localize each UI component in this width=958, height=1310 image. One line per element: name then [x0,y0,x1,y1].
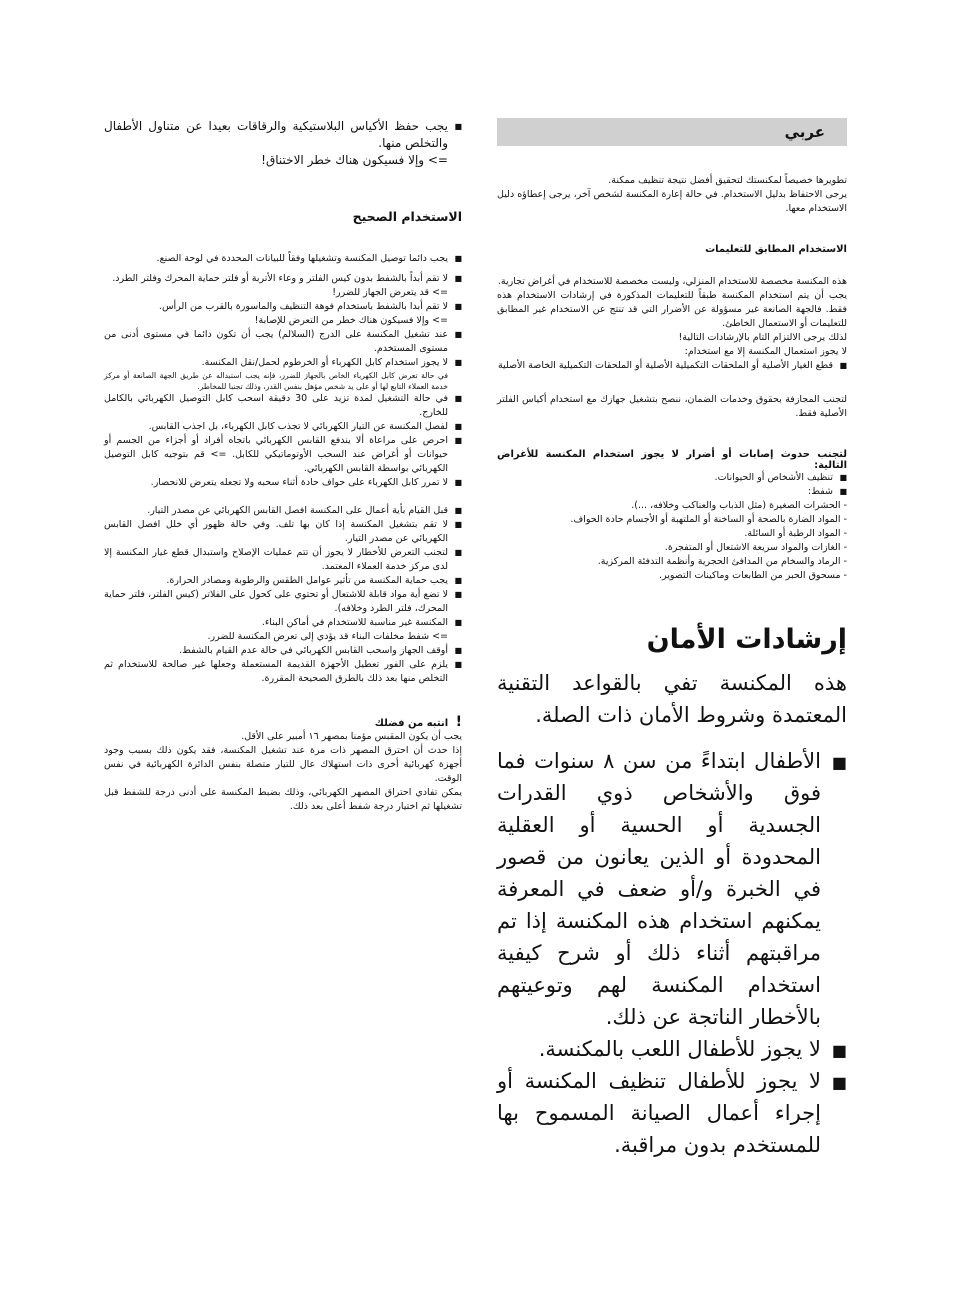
rule-2-note: => قد يتعرض الجهاز للضرر! [332,287,448,298]
attention-text-3: يمكن تفادي احتراق المصهر الكهربائي، وذلك بضبط المكنسة على أدنى درجة للشفط قبل تشغيلها ثم اختيار درجة شفط أعلى بعد ذلك. [104,787,462,812]
rule-2: ■ لا تقم أبداً بالشفط بدون كيس الفلتر و وعاء الأتربة أو فلتر حماية المحرك وفلتر الطرد. => قد يتعرض الجهاز للضرر! [104,272,462,300]
avoid-heading: لتجنب حدوث إصابات أو أضرار لا يجوز استخدام المكنسة للأغراض التالية: [497,449,847,471]
plastic-bags-note: => وإلا فسيكون هناك خطر الاختناق! [261,153,448,167]
bullet-icon: ■ [454,302,462,311]
rule-15-note: => شفط مخلفات البناء قد يؤدي إلى تعرض المكنسة للضرر. [207,631,448,642]
rule-1: ■ يجب دائما توصيل المكنسة وتشغيلها وفقاً للبيانات المحددة في لوحة الصنع. [156,253,462,264]
bullet-icon: ■ [454,590,462,599]
rule-11: ■ لا تقم بتشغيل المكنسة إذا كان بها تلف. وفي حالة ظهور أي خلل افصل القابس الكهربائي عن مصدر التيار. [104,519,462,544]
avoid-dash-6: - مسحوق الحبر من الطابعات وماكينات التصوير. [658,570,847,581]
avoid-dash-3: - المواد الرطبة أو السائلة. [744,528,847,539]
bullet-icon: ■ [831,753,847,772]
avoid-dash-5: - الرماد والسخام من المدافئ الحجرية وأنظمة التدفئة المركزية. [597,556,847,567]
rule-14: ■ لا تضع أية مواد قابلة للاشتعال أو تحتوي على كحول على الفلاتر (كيس الفلتر، فلتر حماية المحرك، فلتر الطرد وخلافه). [104,589,462,614]
warranty-text: لتجنب المجازفة بحقوق وخدمات الضمان، ننصح بتشغيل جهازك مع استخدام أكياس الفلتر الأصلية فقط. [497,394,847,419]
bullet-icon: ■ [831,1073,847,1092]
bullet-icon: ■ [454,478,462,487]
usage-text-1: هذه المكنسة مخصصة للاستخدام المنزلي، وليست مخصصة للاستخدام في أغراض تجارية. [497,276,847,287]
avoid-dash-1: - الحشرات الصغيرة (مثل الذباب والعناكب وخلافه، ...). [631,500,847,511]
rule-17: ■ يلزم على الفور تعطيل الأجهزة القديمة المستعملة وجعلها غير صالحة للاستخدام ثم التخلص منها بعد ذلك بالطرق الصحيحة المقررة. [104,659,462,684]
bullet-icon: ■ [454,576,462,585]
attention-text-2: إذا حدث أن احترق المصهر ذات مرة عند تشغيل المكنسة، فقد يكون ذلك بسبب وجود أجهزة كهربائية أخرى ذات استهلاك عال للتيار متصلة بنفس الدائرة الكهربائية في نفس الوقت. [104,745,462,784]
attention-heading: ! انتبه من فضلك [374,714,462,730]
safety-intro: هذه المكنسة تفي بالقواعد التقنية المعتمدة وشروط الأمان ذات الصلة. [497,671,847,727]
correct-use-heading: الاستخدام الصحيح [352,209,462,224]
bullet-icon: ■ [454,122,462,131]
bullet-icon: ■ [454,330,462,339]
rule-8: ■ احرص على مراعاة ألا يندفع القابس الكهربائي باتجاه أفراد أو أجزاء من الجسم أو حيوانات أو أغراض عند السحب الأوتوماتيكي للكابل. => قم بتوجيه كابل التوصيل الكهربائي بواسطة القابس الكهربائي. [104,435,462,474]
rule-10: ■ قبل القيام بأية أعمال على المكنسة افصل القابس الكهربائي عن مصدر التيار. [147,505,462,516]
rule-13: ■ يجب حماية المكنسة من تأثير عوامل الطقس والرطوبة ومصادر الحرارة. [166,575,462,586]
bullet-icon: ■ [454,274,462,283]
avoid-bullet-1: ■ تنظيف الأشخاص أو الحيوانات. [714,472,847,483]
bullet-icon: ■ [454,358,462,367]
bullet-icon: ■ [454,646,462,655]
bullet-icon: ■ [454,394,462,403]
safety-bullet-3: ■ لا يجوز للأطفال تنظيف المكنسة أو إجراء أعمال الصيانة المسموح بها للمستخدم بدون مراقبة. [497,1069,847,1157]
attention-text-1: يجب أن يكون المقبس مؤمنا بمصهر ١٦ أمبير على الأقل. [241,731,462,742]
rule-3: ■ لا تقم أبدا بالشفط باستخدام فوهة التنظيف والماسورة بالقرب من الرأس. => وإلا فسيكون هناك خطر من التعرض للإصابة! [104,300,462,328]
bullet-icon: ■ [831,1041,847,1060]
rule-7: ■ لفصل المكنسة عن التيار الكهربائي لا تجذب كابل الكهرباء، بل اجذب القابس. [148,421,462,432]
avoid-dash-2: - المواد الضارة بالصحة أو الساخنة أو الملتهبة أو الأجسام حادة الحواف. [570,514,847,525]
bullet-icon: ■ [839,361,847,370]
avoid-dash-4: - الغازات والمواد سريعة الاشتعال أو المتفجرة. [664,542,847,553]
usage-heading: الاستخدام المطابق للتعليمات [705,244,847,255]
avoid-bullet-2: ■ شفط: [808,486,847,497]
plastic-bags-bullet: ■ يجب حفظ الأكياس البلاستيكية والرقاقات بعيدا عن متناول الأطفال والتخلص منها. => وإلا فسيكون هناك خطر الاختناق! [104,119,462,167]
rule-4: ■ عند تشغيل المكنسة على الدرج (السلالم) يجب أن تكون دائما في مستوى أدنى من مستوى المستخدم. [104,329,462,354]
bullet-icon: ■ [454,506,462,515]
bullet-icon: ■ [454,254,462,263]
usage-text-4: لا يجوز استعمال المكنسة إلا مع استخدام: [684,346,847,357]
bullet-icon: ■ [454,422,462,431]
rule-15: ■ المكنسة غير مناسبة للاستخدام في أماكن البناء. => شفط مخلفات البناء قد يؤدي إلى تعرض المكنسة للضرر. [104,616,462,644]
warning-icon: ! [455,714,462,730]
rule-5: ■ لا يجوز استخدام كابل الكهرباء أو الخرطوم لحمل/نقل المكنسة. في حالة تعرض كابل الكهرباء الخاص بالجهاز للضرر، فإنه يجب استبداله عن طريق الجهة الصانعة أو مركز خدمة العملاء التابع لها أو على يد شخص مؤهل بنفس القدر، وذلك تجنبا للمخاطر. [104,357,462,391]
intro-line-1: تطويرها خصيصاً لمكنستك لتحقيق أفضل نتيجة تنظيف ممكنة. [608,175,847,186]
safety-bullet-2: ■ لا يجوز للأطفال اللعب بالمكنسة. [497,1033,847,1065]
bullet-icon: ■ [454,618,462,627]
rule-3-note: => وإلا فسيكون هناك خطر من التعرض للإصابة! [254,315,448,326]
bullet-icon: ■ [454,548,462,557]
rule-6: ■ في حالة التشغيل لمدة تزيد على 30 دقيقة اسحب كابل التوصيل الكهربائي بالكامل للخارج. [104,393,462,418]
bullet-icon: ■ [454,520,462,529]
rule-12: ■ لتجنب التعرض للأخطار لا يجوز أن تتم عمليات الإصلاح واستبدال قطع غيار المكنسة إلا لدى مركز خدمة العملاء المعتمد. [104,547,462,572]
bullet-icon: ■ [839,473,847,482]
safety-title: إرشادات الأمان [646,624,847,655]
bullet-icon: ■ [839,487,847,496]
bullet-icon: ■ [454,436,462,445]
rule-5-note: في حالة تعرض كابل الكهرباء الخاص بالجهاز للضرر، فإنه يجب استبداله عن طريق الجهة الصانعة أو مركز خدمة العملاء التابع لها أو على يد شخص مؤهل بنفس القدر، وذلك تجنبا للمخاطر. [104,371,448,391]
intro-line-2: يرجى الاحتفاظ بدليل الاستخدام. في حالة إعارة المكنسة لشخص آخر، يرجى إعطاؤه دليل الاستخدام معها. [497,189,847,214]
usage-text-2: يجب أن يتم استخدام المكنسة طبقاً للتعليمات المذكورة في إرشادات الاستخدام هذه فقط. فالجهة الصانعة غير مسؤولة عن الأضرار التي قد تنتج عن الاستخدام غير المطابق للتعليمات أو الاستعمال الخاطئ. [497,290,847,329]
rule-16: ■ أوقف الجهاز واسحب القابس الكهربائي في حالة عدم القيام بالشفط. [179,645,462,656]
safety-bullet-1: ■ الأطفال ابتداءً من سن ٨ سنوات فما فوق والأشخاص ذوي القدرات الجسدية أو الحسية أو العقلية المحدودة أو الذين يعانون من قصور في الخبرة و/أو ضعف في المعرفة يمكنهم استخدام هذه المكنسة إذا تم مراقبتهم أثناء ذلك أو شرح كيفية استخدام المكنسة لهم وتوعيتهم بالأخطار الناتجة عن ذلك. [497,749,847,1029]
left-column [104,118,462,814]
rule-9: ■ لا تمرر كابل الكهرباء على حواف حادة أثناء سحبه ولا تجعله يتعرض للانحصار. [150,477,462,488]
bullet-icon: ■ [454,660,462,669]
usage-bullet: ■ قطع الغيار الأصلية أو الملحقات التكميلية الأصلية أو الملحقات التكميلية الخاصة الأصلية [497,360,847,371]
language-header: عربي [497,118,847,146]
right-column [497,118,847,1161]
usage-text-3: لذلك يرجى الالتزام التام بالإرشادات التالية! [678,332,847,343]
